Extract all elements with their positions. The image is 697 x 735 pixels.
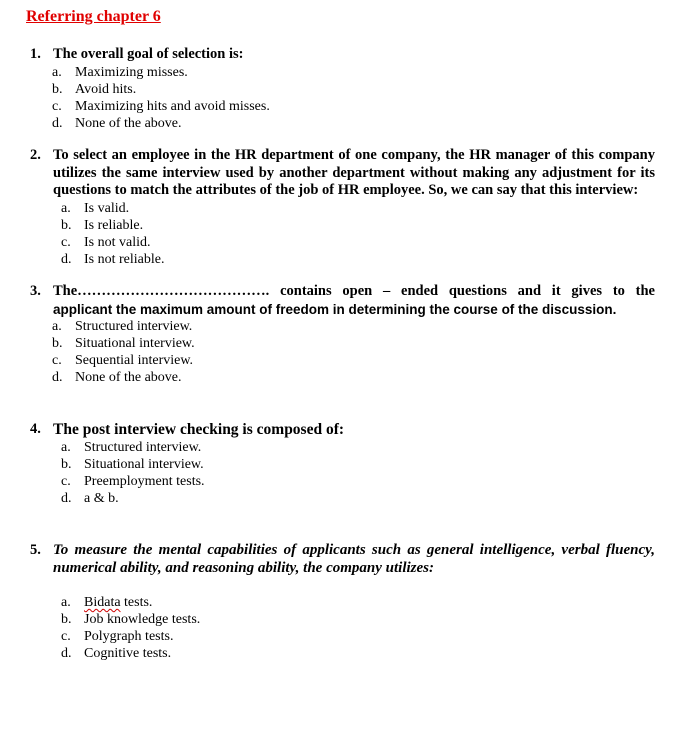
question-number: 5. bbox=[30, 542, 41, 558]
option-text: Maximizing hits and avoid misses. bbox=[75, 98, 270, 114]
option-letter: b. bbox=[61, 217, 72, 233]
option-item bbox=[61, 473, 655, 490]
option-item bbox=[61, 439, 655, 456]
options-list bbox=[30, 64, 655, 132]
option-item bbox=[52, 369, 655, 386]
option-text: Is not valid. bbox=[84, 234, 151, 250]
option-text: Is valid. bbox=[84, 200, 130, 216]
option-text: Cognitive tests. bbox=[84, 646, 172, 661]
question-4 bbox=[30, 421, 655, 507]
option-text: None of the above. bbox=[75, 115, 182, 131]
option-item bbox=[61, 217, 655, 234]
option-item bbox=[61, 645, 655, 662]
question-1 bbox=[30, 46, 655, 132]
question-stem bbox=[30, 421, 655, 439]
option-letter: a. bbox=[52, 64, 62, 80]
option-letter: b. bbox=[61, 456, 72, 472]
option-text: Is not reliable. bbox=[84, 251, 165, 267]
option-text: None of the above. bbox=[75, 370, 182, 385]
document-title: Referring chapter 6 bbox=[26, 8, 161, 25]
option-letter: b. bbox=[61, 612, 72, 627]
option-letter: d. bbox=[52, 115, 63, 131]
option-text: Sequential interview. bbox=[75, 353, 194, 368]
option-item bbox=[61, 628, 655, 645]
question-text-continued: applicant the maximum amount of freedom in determining the course of the discussion. bbox=[53, 301, 617, 317]
option-item bbox=[52, 352, 655, 369]
option-text: Situational interview. bbox=[84, 456, 204, 472]
options-list bbox=[30, 439, 655, 507]
option-text: Preemployment tests. bbox=[84, 473, 205, 489]
question-5 bbox=[30, 541, 655, 662]
option-letter: c. bbox=[61, 234, 71, 250]
option-letter: b. bbox=[52, 336, 63, 351]
question-number: 2. bbox=[30, 147, 41, 163]
option-item bbox=[61, 490, 655, 507]
option-text: Avoid hits. bbox=[75, 81, 137, 97]
option-letter: a. bbox=[61, 439, 71, 455]
option-item bbox=[61, 456, 655, 473]
question-text: The overall goal of selection is: bbox=[53, 46, 244, 62]
question-2 bbox=[30, 147, 655, 268]
option-item bbox=[61, 200, 655, 217]
option-item bbox=[52, 64, 655, 81]
option-text: Polygraph tests. bbox=[84, 629, 174, 644]
spellcheck-flagged-word: Bidata bbox=[84, 595, 121, 610]
option-item bbox=[52, 81, 655, 98]
question-stem bbox=[30, 46, 655, 64]
option-text: Maximizing misses. bbox=[75, 64, 188, 80]
option-letter: c. bbox=[52, 98, 62, 114]
question-number: 1. bbox=[30, 46, 41, 62]
option-text: Structured interview. bbox=[75, 319, 193, 334]
option-text: Situational interview. bbox=[75, 336, 195, 351]
option-letter: b. bbox=[52, 81, 63, 97]
option-text: Job knowledge tests. bbox=[84, 612, 201, 627]
option-letter: c. bbox=[52, 353, 62, 368]
option-letter: d. bbox=[61, 490, 72, 506]
question-3 bbox=[30, 283, 655, 386]
option-letter: c. bbox=[61, 473, 71, 489]
option-letter: a. bbox=[61, 595, 71, 610]
question-stem bbox=[30, 541, 655, 577]
option-item bbox=[52, 335, 655, 352]
option-text: Structured interview. bbox=[84, 439, 202, 455]
option-item bbox=[61, 594, 655, 611]
option-item bbox=[52, 318, 655, 335]
question-number: 4. bbox=[30, 421, 41, 437]
options-list bbox=[30, 200, 655, 268]
option-letter: a. bbox=[52, 319, 62, 334]
option-item bbox=[52, 98, 655, 115]
option-item bbox=[61, 251, 655, 268]
option-letter: c. bbox=[61, 629, 71, 644]
question-text: To measure the mental capabilities of applicants such as general intelligence, verbal fluency, numerical ability, and reasoning ability, the company utilizes: bbox=[53, 542, 655, 576]
option-item bbox=[52, 115, 655, 132]
options-list bbox=[30, 318, 655, 386]
option-text: Is reliable. bbox=[84, 217, 144, 233]
question-text: To select an employee in the HR department of one company, the HR manager of this company utilizes the same interview used by another department without making any adjustment for its questions to match the attributes of the job of HR employee. So, we can say that this interview: bbox=[53, 147, 655, 198]
options-list bbox=[30, 594, 655, 662]
option-text: tests. bbox=[120, 595, 153, 610]
option-letter: d. bbox=[61, 251, 72, 267]
question-text: The…………………………………. contains open – ended questions and it gives to the bbox=[53, 283, 655, 299]
question-stem bbox=[30, 283, 655, 318]
question-stem bbox=[30, 147, 655, 200]
option-text: a & b. bbox=[84, 490, 119, 506]
option-item bbox=[61, 611, 655, 628]
question-number: 3. bbox=[30, 283, 41, 299]
option-letter: a. bbox=[61, 200, 71, 216]
option-item bbox=[61, 234, 655, 251]
option-letter: d. bbox=[61, 646, 72, 661]
question-text: The post interview checking is composed of: bbox=[53, 421, 345, 438]
option-letter: d. bbox=[52, 370, 63, 385]
